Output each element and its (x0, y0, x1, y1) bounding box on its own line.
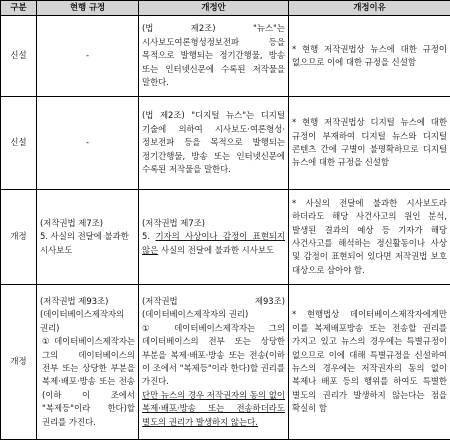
amended-rule-cell: (법 제2조) "디지털 뉴스"는 디지털 기술에 의하여 시사보도·여론형성·정보전파 등을 목적으로 발행되는 정기간행물, 방송 또는 인터넷신문에 수록된 저작물을 말한다. (139, 97, 289, 190)
amended-rule-cell (139, 285, 289, 440)
row-category: 개정 (1, 190, 37, 285)
row-category: 신설 (1, 16, 37, 97)
current-rule-text: ① 데이터베이스제작자는 그의 데이터베이스의 전부 또는 상당한 부분을 복제·배포·방송 또는 전송(이하 이 조에서 "복제등"이라 한다)할 권리를 가진다. (42, 336, 135, 427)
amended-underlined-text: 기자의 사상이나 감정이 표현되지 않은 (142, 231, 286, 255)
table-row (1, 190, 450, 285)
row-category: 신설 (1, 97, 37, 190)
amended-underlined-text: 단만 뉴스의 경우 저작권자의 동의 없이 복제·배포·방송 또는 전송하더라도 별도의 권리가 발생하지 않는다. (142, 389, 285, 427)
amended-rule-text: 사실의 전달에 불과한 시사보도 (158, 244, 275, 255)
table-row (1, 285, 450, 440)
amended-item-prefix: 5. (142, 231, 156, 242)
table-row (1, 97, 450, 190)
reason-cell: * 사실의 전달에 불과한 시사보도라 하더라도 해당 사건사고의 원인 분석, 발생된 결과의 예상 등 기자가 해당 사건사고를 해석하는 정신활동이나 사상 및 감정이 표현되어 있다면 저작권법 보호 대상으로 삼아야 함. (289, 190, 450, 285)
header-current: 현행 규정 (37, 1, 139, 16)
current-rule-text: 5. 사실의 전달에 불과한 시사보도 (40, 231, 129, 255)
header-row (1, 1, 450, 16)
amended-rule-cell (139, 190, 289, 285)
current-article-title: (데이터베이스제작자의 권리) (40, 309, 125, 333)
reason-cell: * 현행 저작권법상 디지털 뉴스에 대한 규정이 부재하여 디지털 뉴스와 디지털 콘텐츠 간에 구별이 불명확하므로 디지털 뉴스에 대한 규정을 신설함 (289, 97, 450, 190)
current-rule-cell (37, 190, 139, 285)
current-article-ref: (저작권법 제7조) (40, 217, 104, 228)
row-category: 개정 (1, 285, 37, 440)
current-rule-cell: - (37, 16, 139, 97)
header-amended: 개정안 (139, 1, 289, 16)
header-reason: 개정이유 (289, 1, 450, 16)
header-category: 구분 (1, 1, 37, 16)
amended-rule-cell: (법 제2조) "뉴스"는 시사보도여론형성정보전파 등을 목적으로 발행되는 정기간행물, 방송 또는 인터넷신문에 수록된 저작물을 말한다. (139, 16, 289, 97)
current-article-ref: (저작권법 제93조) (40, 295, 109, 306)
amended-article-ref: (저작권법 제7조) (142, 217, 206, 228)
reason-cell: * 현행 저작권법상 뉴스에 대한 규정이 없으므로 이에 대한 규정을 신설함 (289, 16, 450, 97)
current-rule-cell: - (37, 97, 139, 190)
table-row (1, 16, 450, 97)
amended-article-ref: (저작권법 제93조)(데이터베이스제작자의 권리) (142, 295, 285, 320)
reason-cell: * 현행법상 데이터베이스제작자에게만 이를 복제배포방송 또는 전송할 권리를 가지고 있고 뉴스의 경우에는 특별규정이 없으므로 이에 대해 특별규정을 신설하여 뉴스의 경우에는 저작권자의 동의 없이 복제나 배포 등의 행위를 하여도 특별한 별도의 권리가 발생하지 않는다는 점을 확실히 함 (289, 285, 450, 440)
amended-rule-text: ① 데이터베이스제작자는 그의 데이터베이스의 전부 또는 상당한 부분을 복제·배포·방송 또는 전송(이하 이 조에서 "복제등"이라 한다)할 권리를 가진다. (142, 322, 285, 387)
current-rule-cell (37, 285, 139, 440)
